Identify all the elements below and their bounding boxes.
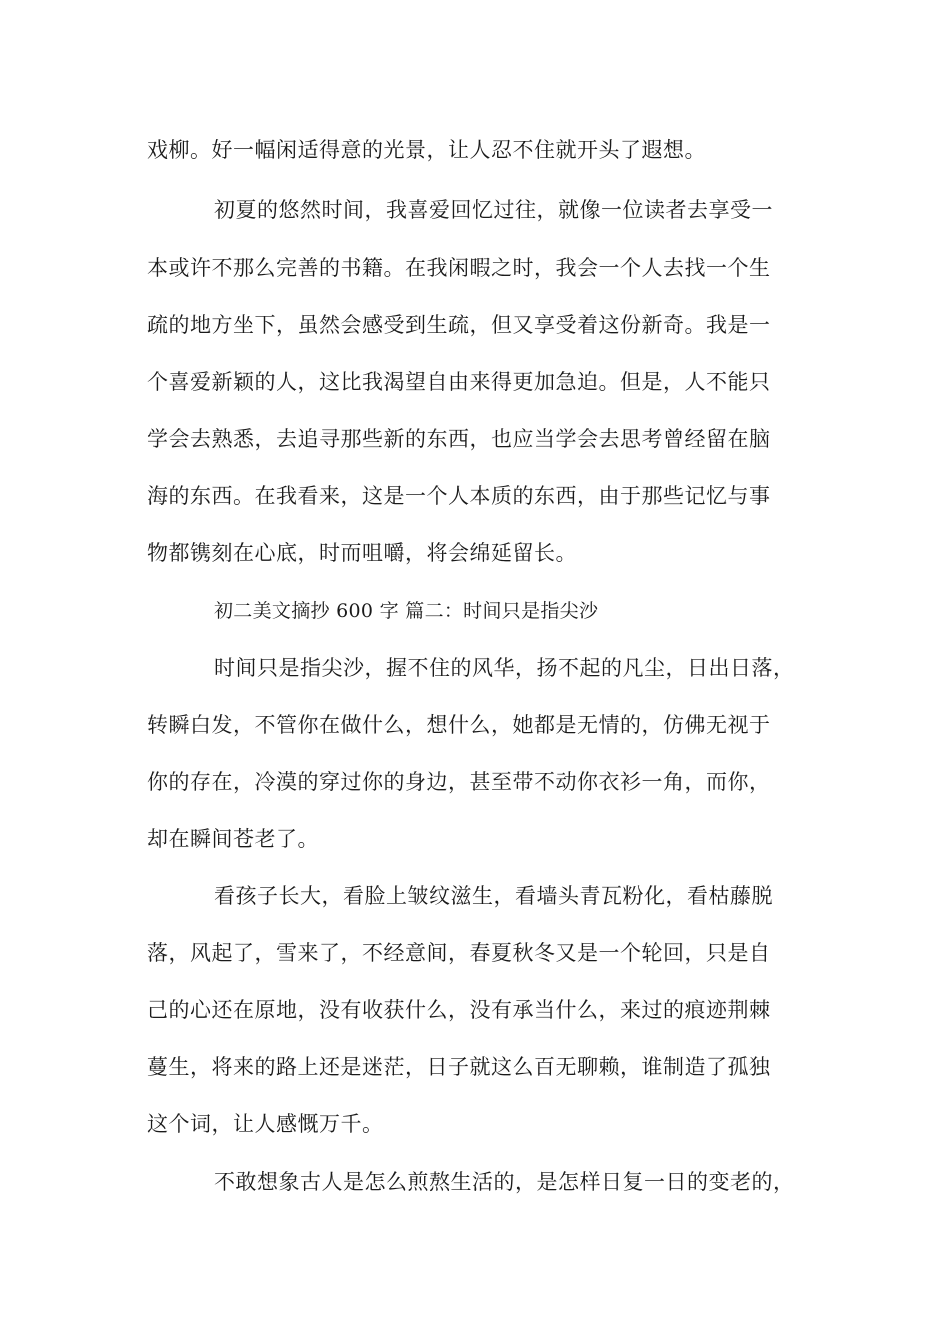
text-line: 你的存在，冷漠的穿过你的身边，甚至带不动你衣衫一角，而你， <box>147 770 771 794</box>
text-line: 却在瞬间苍老了。 <box>147 827 319 851</box>
paragraph-start-line: 时间只是指尖沙，握不住的风华，扬不起的凡尘，日出日落， <box>214 656 795 680</box>
text-line: 海的东西。在我看来，这是一个人本质的东西，由于那些记忆与事 <box>147 484 771 508</box>
text-line: 己的心还在原地，没有收获什么，没有承当什么，来过的痕迹荆棘 <box>147 998 771 1022</box>
text-line: 学会去熟悉，去追寻那些新的东西，也应当学会去思考曾经留在脑 <box>147 427 771 451</box>
text-line: 戏柳。好一幅闲适得意的光景，让人忍不住就开头了遐想。 <box>147 138 706 162</box>
text-line: 个喜爱新颖的人，这比我渴望自由来得更加急迫。但是，人不能只 <box>147 370 771 394</box>
section-heading: 初二美文摘抄 600 字 篇二：时间只是指尖沙 <box>214 600 599 622</box>
text-line: 落，风起了，雪来了，不经意间，春夏秋冬又是一个轮回，只是自 <box>147 941 771 965</box>
text-line: 物都镌刻在心底，时而咀嚼，将会绵延留长。 <box>147 541 577 565</box>
text-line: 蔓生，将来的路上还是迷茫，日子就这么百无聊赖，谁制造了孤独 <box>147 1055 771 1079</box>
text-line: 本或许不那么完善的书籍。在我闲暇之时，我会一个人去找一个生 <box>147 256 771 280</box>
paragraph-start-line: 看孩子长大，看脸上皱纹滋生，看墙头青瓦粉化，看枯藤脱 <box>214 884 773 908</box>
text-line: 这个词，让人感慨万千。 <box>147 1112 384 1136</box>
paragraph-start-line: 初夏的悠然时间，我喜爱回忆过往，就像一位读者去享受一 <box>214 198 773 222</box>
text-line: 疏的地方坐下，虽然会感受到生疏，但又享受着这份新奇。我是一 <box>147 313 771 337</box>
text-line: 转瞬白发，不管你在做什么，想什么，她都是无情的，仿佛无视于 <box>147 713 771 737</box>
paragraph-start-line: 不敢想象古人是怎么煎熬生活的，是怎样日复一日的变老的， <box>214 1170 795 1194</box>
